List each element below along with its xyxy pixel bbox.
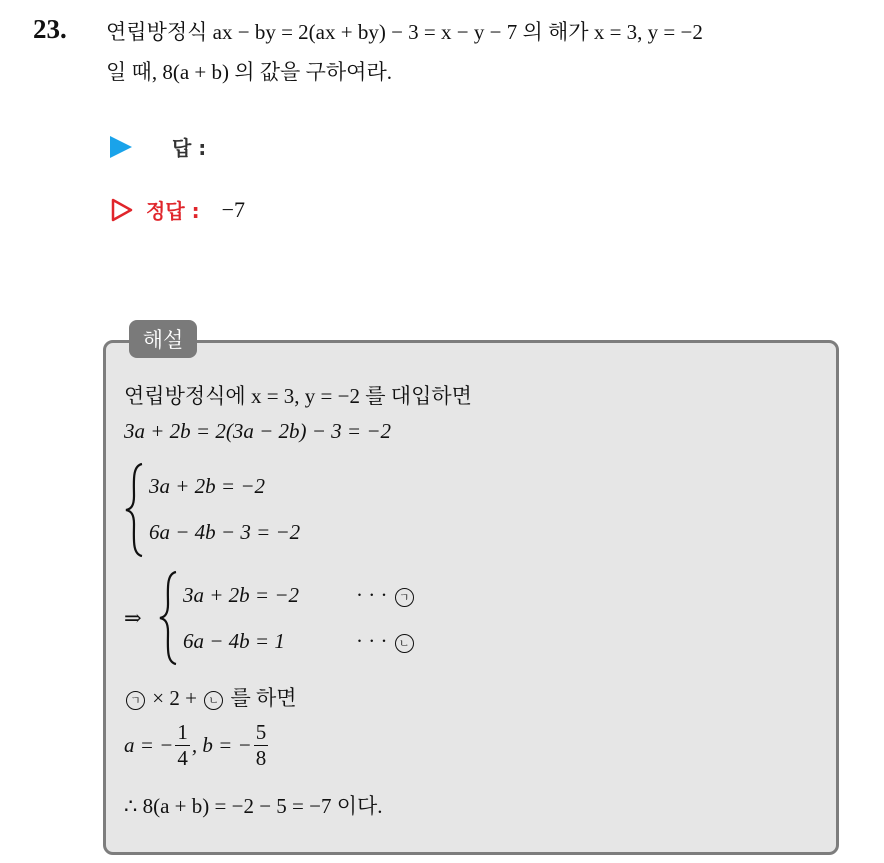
left-brace-icon [157, 570, 179, 666]
system2-equation-2: 6a − 4b = 1 [183, 629, 285, 653]
fraction-a-denominator: 4 [177, 746, 188, 770]
fraction-a-numerator: 1 [177, 720, 188, 744]
combination-line [124, 682, 297, 712]
conclusion-line: ∴ 8(a + b) = −2 − 5 = −7 이다. [124, 794, 383, 818]
circled-nieun-icon: ㄴ [395, 634, 414, 653]
correct-answer-row [110, 195, 245, 224]
system2-equation-1-marker [356, 583, 416, 608]
circled-nieun-icon: ㄴ [204, 691, 223, 710]
ellipsis: · · · [356, 629, 388, 653]
system1-equation-2: 6a − 4b − 3 = −2 [149, 520, 301, 544]
ellipsis: · · · [356, 583, 388, 607]
a-lhs: a = − [124, 733, 174, 757]
system1-equation-1: 3a + 2b = −2 [149, 474, 266, 498]
fraction-a [175, 720, 190, 771]
solution-line-2: 3a + 2b = 2(3a − 2b) − 3 = −2 [124, 419, 392, 443]
circled-giyeok-icon: ㄱ [395, 588, 414, 607]
outline-triangle-icon [110, 198, 134, 222]
correct-answer-value: −7 [221, 196, 246, 222]
combination-tail: 를 하면 [230, 686, 297, 710]
problem-number: 23. [33, 14, 67, 44]
system2-equation-1: 3a + 2b = −2 [183, 583, 300, 607]
correct-answer-label: 정답 : [146, 199, 200, 223]
system2-equation-2-marker [356, 629, 416, 654]
implies-arrow: ⇒ [124, 606, 142, 630]
circled-giyeok-icon: ㄱ [126, 691, 145, 710]
fraction-b-denominator: 8 [255, 746, 267, 770]
combination-operator: × 2 + [152, 686, 197, 710]
problem-text-line-2: 일 때, 8(a + b) 의 값을 구하여라. [106, 60, 392, 84]
fraction-b [254, 720, 269, 771]
answer-label: 답 : [172, 136, 207, 160]
fraction-b-numerator: 5 [255, 720, 267, 744]
solution-line-1: 연립방정식에 x = 3, y = −2 를 대입하면 [124, 384, 472, 408]
left-brace-icon [123, 462, 145, 558]
play-triangle-icon [110, 136, 132, 158]
b-lhs: , b = − [191, 733, 252, 757]
solution-tag: 해설 [129, 320, 197, 358]
problem-text-line-1: 연립방정식 ax − by = 2(ax + by) − 3 = x − y − 7 의 해가 x = 3, y = −2 [106, 20, 703, 44]
answer-row[interactable] [110, 132, 206, 161]
fraction-result-line [124, 720, 270, 771]
